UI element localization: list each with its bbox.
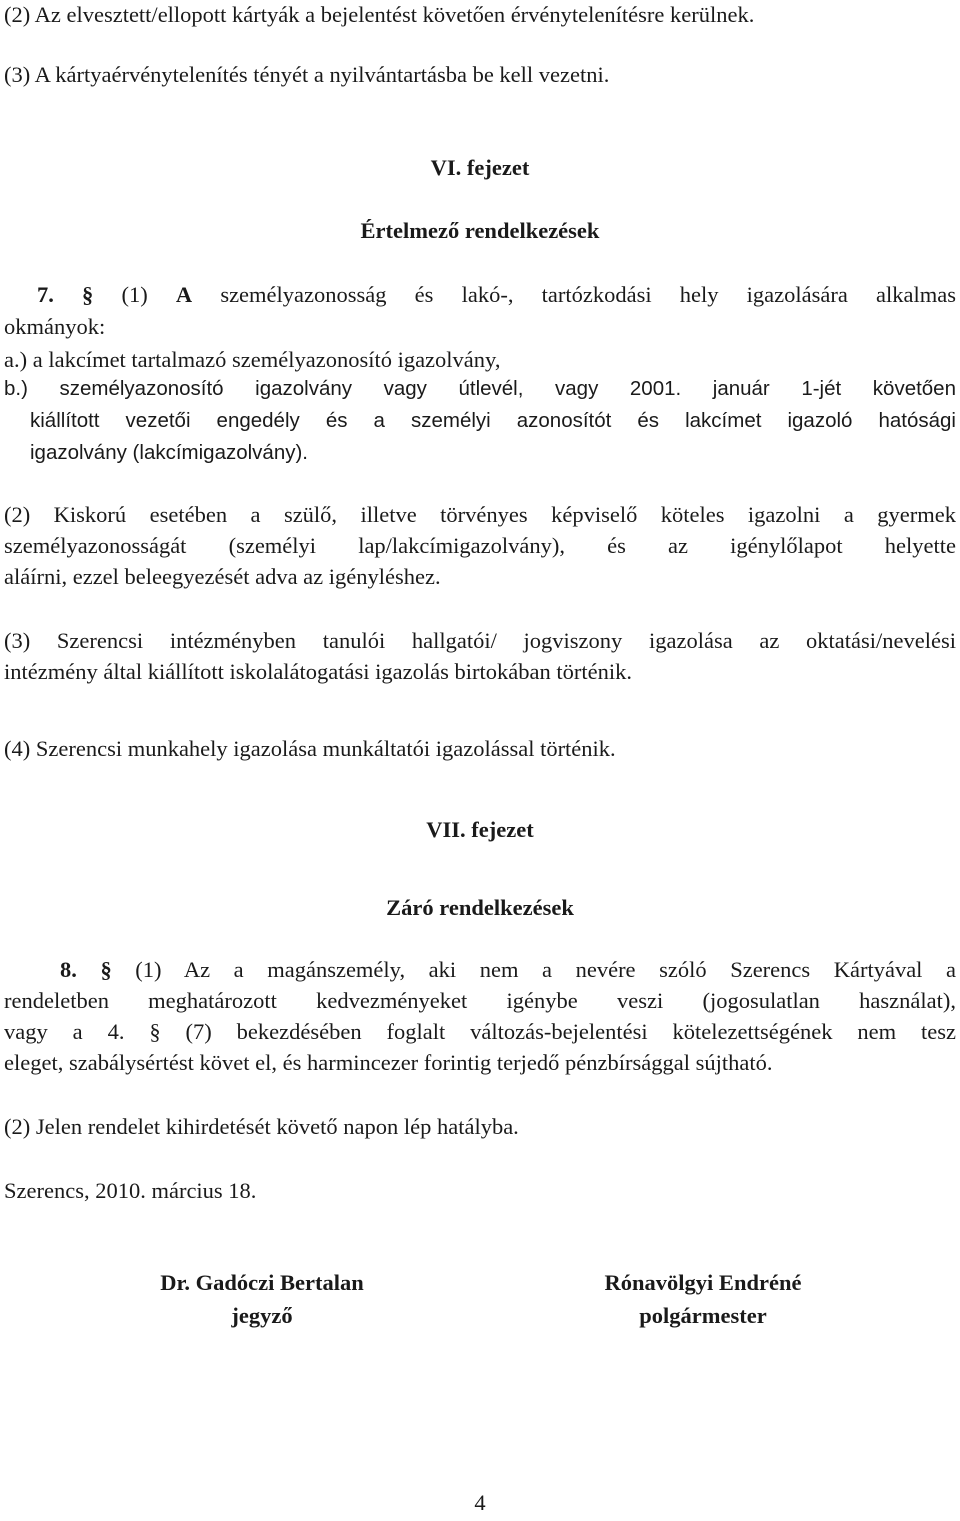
section-6-para-2: (2) Az elvesztett/ellopott kártyák a bejelentést követően érvénytelenítésre kerülnek. xyxy=(4,2,755,27)
section-7-item-b-line-2: kiállított vezetői engedély és a személyi azonosítót és lakcímet igazoló hatósági xyxy=(30,409,956,432)
section-7-para-3-line-1: (3) Szerencsi intézményben tanulói hallgatói/ jogviszony igazolása az oktatási/nevelési xyxy=(4,628,956,653)
place-date: Szerencs, 2010. március 18. xyxy=(4,1178,257,1203)
section-8-para-1-line-3: vagy a 4. § (7) bekezdésében foglalt változás-bejelentési kötelezettségének nem tesz xyxy=(4,1019,956,1044)
signature-left-name: Dr. Gadóczi Bertalan xyxy=(160,1270,364,1295)
section-7-para-2-line-1: (2) Kiskorú esetében a szülő, illetve törvényes képviselő köteles igazolni a gyermek xyxy=(4,502,956,527)
signature-right-name: Rónavölgyi Endréné xyxy=(604,1270,802,1295)
section-6-para-3: (3) A kártyaérvénytelenítés tényét a nyilvántartásba be kell vezetni. xyxy=(4,62,610,87)
section-7-para-2-line-3: aláírni, ezzel beleegyezését adva az igényléshez. xyxy=(4,564,441,589)
section-7-symbol: § xyxy=(82,282,94,307)
section-7-para-2-line-2: személyazonosságát (személyi lap/lakcímigazolvány), és az igénylőlapot helyette xyxy=(4,533,956,558)
section-7-number: 7. xyxy=(37,282,54,307)
chapter-7-title: Záró rendelkezések xyxy=(386,895,574,920)
signature-left-role: jegyző xyxy=(231,1303,293,1328)
signature-right-role: polgármester xyxy=(639,1303,767,1328)
section-7-para-1-letter: A xyxy=(175,282,193,307)
section-7-para-1-rest: személyazonosság és lakó-, tartózkodási hely igazolására alkalmas xyxy=(220,282,956,307)
chapter-6-title: Értelmező rendelkezések xyxy=(360,218,600,243)
page-number: 4 xyxy=(474,1490,486,1515)
section-7-para-1-marker: (1) xyxy=(121,282,148,307)
section-7-item-a: a.) a lakcímet tartalmazó személyazonosító igazolvány, xyxy=(4,347,501,372)
section-8-number: 8. xyxy=(60,957,77,982)
section-7-item-b-line-3: igazolvány (lakcímigazolvány). xyxy=(30,441,309,464)
section-7-para-1-line-1 xyxy=(4,280,956,310)
section-8-para-1-rest: (1) Az a magánszemély, aki nem a nevére szóló Szerencs Kártyával a xyxy=(135,957,956,982)
section-8-symbol: § xyxy=(100,957,112,982)
section-7-para-4: (4) Szerencsi munkahely igazolása munkáltatói igazolással történik. xyxy=(4,736,616,761)
chapter-6-heading: VI. fejezet xyxy=(430,155,530,180)
section-7-para-1-line-2: okmányok: xyxy=(4,314,106,339)
section-8-para-1-line-2: rendeletben meghatározott kedvezményeket igénybe veszi (jogosulatlan használat), xyxy=(4,988,956,1013)
section-8-para-1-line-4: eleget, szabálysértést követ el, és harmincezer forintig terjedő pénzbírsággal sújtható. xyxy=(4,1050,773,1075)
section-7-item-b-line-1: b.) személyazonosító igazolvány vagy útlevél, vagy 2001. január 1-jét követően xyxy=(4,377,956,400)
section-8-para-2: (2) Jelen rendelet kihirdetését követő napon lép hatályba. xyxy=(4,1114,519,1139)
section-8-para-1-line-1 xyxy=(4,955,956,985)
chapter-7-heading: VII. fejezet xyxy=(426,817,534,842)
section-7-para-3-line-2: intézmény által kiállított iskolalátogatási igazolás birtokában történik. xyxy=(4,659,632,684)
